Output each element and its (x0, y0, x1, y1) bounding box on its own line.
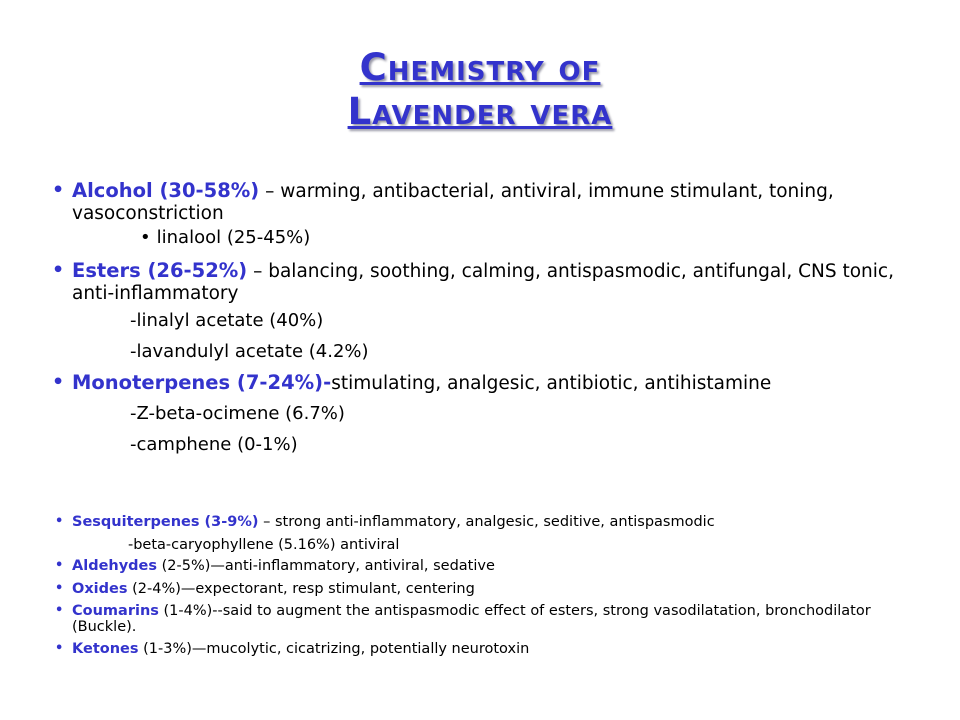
title-line-1: Chemistry of (359, 46, 601, 89)
sub-item-caryophyllene: -beta-caryophyllene (5.16%) antiviral (128, 537, 400, 553)
item-desc: (2-4%)—expectorant, resp stimulant, centering (127, 581, 475, 597)
sub-item-text: linalool (25-45%) (156, 227, 311, 248)
item-desc: stimulating, analgesic, antibiotic, antihistamine (331, 373, 772, 394)
item-name: Oxides (72, 581, 128, 597)
item-desc: (1-4%)--said to augment the antispasmodic effect of esters, strong vasodilatation, bronchodilator (Buckle). (72, 603, 871, 635)
list-item-aldehydes (55, 558, 932, 574)
item-desc: – strong anti-inflammatory, analgesic, seditive, antispasmodic (258, 514, 715, 530)
bullet: • (55, 558, 64, 573)
item-name: Ketones (72, 641, 139, 657)
sub-bullet: • (140, 227, 151, 248)
sub-item-linalool (140, 227, 310, 249)
item-desc: – balancing, soothing, calming, antispasmodic, antifungal, CNS tonic, anti-inflammatory (72, 261, 894, 304)
list-item-ketones (55, 641, 932, 657)
item-name: Coumarins (72, 603, 159, 619)
item-desc: (2-5%)—anti-inflammatory, antiviral, sedative (157, 558, 495, 574)
list-item-esters (52, 259, 932, 304)
bullet: • (55, 603, 64, 618)
item-name: Esters (26-52%) (72, 259, 248, 282)
bullet: • (52, 259, 65, 281)
item-name: Sesquiterpenes (3-9%) (72, 514, 259, 530)
sub-item-ocimene: -Z-beta-ocimene (6.7%) (130, 403, 345, 424)
item-name: Monoterpenes (7-24%)- (72, 371, 332, 394)
bullet: • (52, 179, 65, 201)
bullet: • (52, 371, 65, 393)
title-line-2: Lavender vera (347, 90, 613, 133)
bullet: • (55, 514, 64, 529)
slide-title (0, 46, 960, 134)
list-item-sesquiterpenes (55, 514, 932, 530)
bullet: • (55, 581, 64, 596)
item-desc: – warming, antibacterial, antiviral, immune stimulant, toning, vasoconstriction (72, 181, 834, 224)
list-item-alcohol (52, 179, 932, 224)
list-item-oxides (55, 581, 932, 597)
sub-item-camphene: -camphene (0-1%) (130, 434, 298, 455)
list-item-monoterpenes (52, 371, 942, 394)
item-name: Aldehydes (72, 558, 158, 574)
bullet: • (55, 641, 64, 656)
item-name: Alcohol (30-58%) (72, 179, 260, 202)
item-desc: (1-3%)—mucolytic, cicatrizing, potentially neurotoxin (138, 641, 530, 657)
sub-item-linalyl-acetate: -linalyl acetate (40%) (130, 310, 324, 331)
sub-item-lavandulyl-acetate: -lavandulyl acetate (4.2%) (130, 341, 369, 362)
list-item-coumarins (55, 603, 934, 635)
